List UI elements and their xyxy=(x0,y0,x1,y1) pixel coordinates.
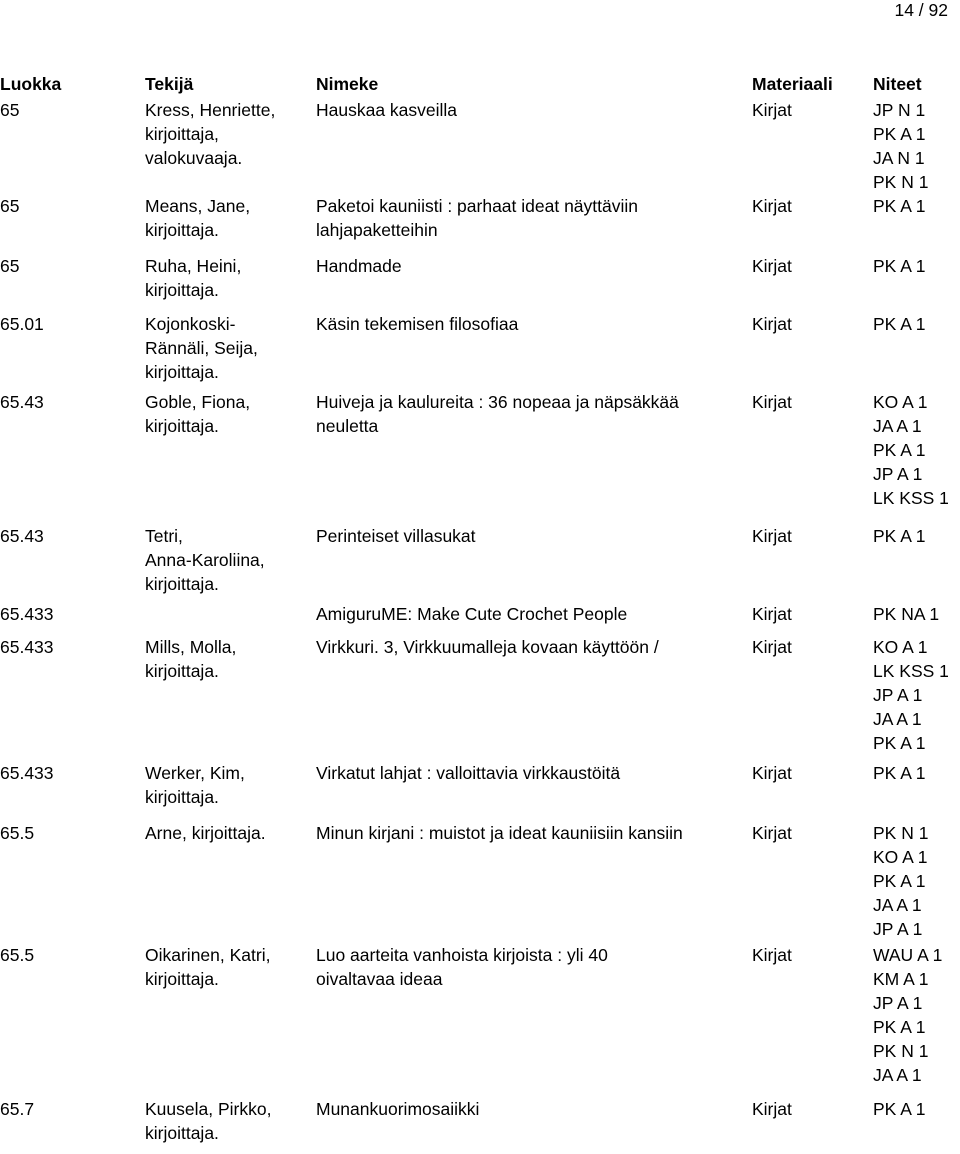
cell-niteet xyxy=(873,194,926,218)
cell-niteet xyxy=(873,943,942,1087)
cell-nimeke xyxy=(316,821,746,845)
cell-niteet xyxy=(873,254,926,278)
table-row xyxy=(0,943,960,1097)
table-row xyxy=(0,390,960,524)
cell-nimeke xyxy=(316,602,746,626)
cell-niteet xyxy=(873,98,928,194)
cell-tekija-line: Anna-Karoliina, xyxy=(145,550,265,570)
cell-materiaali: Kirjat xyxy=(752,392,792,412)
header-materiaali: Materiaali xyxy=(752,74,833,94)
cell-nimeke-line: AmiguruME: Make Cute Crochet People xyxy=(316,604,628,624)
table-body xyxy=(0,98,960,1145)
cell-niteet-line: PK A 1 xyxy=(873,256,926,276)
cell-nimeke-line: Käsin tekemisen filosofiaa xyxy=(316,314,519,334)
header-luokka: Luokka xyxy=(0,74,62,94)
cell-tekija-line: Kuusela, Pirkko, xyxy=(145,1099,272,1119)
cell-tekija xyxy=(145,524,305,596)
cell-tekija-line: kirjoittaja. xyxy=(145,787,219,807)
cell-luokka: 65 xyxy=(0,100,20,120)
cell-luokka: 65.433 xyxy=(0,604,54,624)
table-row xyxy=(0,635,960,761)
cell-niteet-line: PK A 1 xyxy=(873,196,926,216)
cell-nimeke xyxy=(316,524,746,548)
cell-nimeke xyxy=(316,98,746,122)
cell-tekija-line: Arne, kirjoittaja. xyxy=(145,823,266,843)
cell-nimeke-line: oivaltavaa ideaa xyxy=(316,969,443,989)
cell-nimeke xyxy=(316,194,746,242)
cell-niteet-line: JA A 1 xyxy=(873,1065,922,1085)
cell-tekija-line: kirjoittaja. xyxy=(145,280,219,300)
cell-tekija-line: valokuvaaja. xyxy=(145,148,243,168)
cell-niteet xyxy=(873,635,949,755)
cell-nimeke-line: neuletta xyxy=(316,416,379,436)
cell-tekija-line: Means, Jane, xyxy=(145,196,251,216)
cell-niteet-line: PK A 1 xyxy=(873,763,926,783)
table-row xyxy=(0,194,960,254)
cell-materiaali: Kirjat xyxy=(752,196,792,216)
cell-tekija xyxy=(145,254,305,302)
cell-tekija-line: Mills, Molla, xyxy=(145,637,237,657)
cell-tekija-line: Goble, Fiona, xyxy=(145,392,251,412)
cell-luokka: 65.43 xyxy=(0,526,44,546)
cell-niteet-line: PK A 1 xyxy=(873,871,926,891)
cell-tekija-line: kirjoittaja. xyxy=(145,1123,219,1143)
table-row xyxy=(0,602,960,635)
cell-luokka: 65.5 xyxy=(0,823,35,843)
cell-tekija xyxy=(145,635,305,683)
cell-niteet-line: KO A 1 xyxy=(873,392,928,412)
cell-nimeke-line: Paketoi kauniisti : parhaat ideat näyttäviin xyxy=(316,196,638,216)
cell-materiaali: Kirjat xyxy=(752,945,792,965)
cell-niteet-line: WAU A 1 xyxy=(873,945,943,965)
cell-tekija-line: kirjoittaja. xyxy=(145,661,219,681)
table-row xyxy=(0,312,960,390)
cell-nimeke-line: Luo aarteita vanhoista kirjoista : yli 40 xyxy=(316,945,608,965)
cell-materiaali: Kirjat xyxy=(752,100,792,120)
cell-niteet-line: JP N 1 xyxy=(873,100,926,120)
cell-nimeke xyxy=(316,312,746,336)
cell-materiaali: Kirjat xyxy=(752,604,792,624)
cell-tekija xyxy=(145,390,305,438)
cell-materiaali: Kirjat xyxy=(752,314,792,334)
cell-niteet-line: PK N 1 xyxy=(873,1041,929,1061)
cell-niteet-line: LK KSS 1 xyxy=(873,661,949,681)
table-row xyxy=(0,524,960,602)
cell-niteet-line: JP A 1 xyxy=(873,464,923,484)
cell-nimeke-line: Virkkuri. 3, Virkkuumalleja kovaan käyttöön / xyxy=(316,637,659,657)
cell-nimeke xyxy=(316,254,746,278)
table-row xyxy=(0,761,960,821)
page-number: 14 / 92 xyxy=(894,0,948,20)
cell-niteet-line: PK A 1 xyxy=(873,1017,926,1037)
header-nimeke: Nimeke xyxy=(316,74,379,94)
cell-luokka: 65.7 xyxy=(0,1099,35,1119)
cell-nimeke-line: Hauskaa kasveilla xyxy=(316,100,458,120)
cell-nimeke xyxy=(316,1097,746,1121)
cell-niteet-line: KO A 1 xyxy=(873,847,928,867)
cell-niteet-line: PK A 1 xyxy=(873,440,926,460)
cell-tekija-line: kirjoittaja. xyxy=(145,416,219,436)
cell-nimeke-line: Virkatut lahjat : valloittavia virkkaustöitä xyxy=(316,763,621,783)
cell-tekija xyxy=(145,312,305,384)
cell-tekija-line: Werker, Kim, xyxy=(145,763,245,783)
cell-luokka: 65 xyxy=(0,256,20,276)
cell-niteet-line: PK N 1 xyxy=(873,172,929,192)
cell-niteet-line: JP A 1 xyxy=(873,919,923,939)
cell-tekija xyxy=(145,194,305,242)
cell-nimeke-line: lahjapaketteihin xyxy=(316,220,438,240)
cell-niteet-line: JP A 1 xyxy=(873,685,923,705)
cell-materiaali: Kirjat xyxy=(752,256,792,276)
cell-tekija xyxy=(145,821,305,845)
cell-tekija-line: Ruha, Heini, xyxy=(145,256,242,276)
cell-nimeke xyxy=(316,390,746,438)
cell-niteet-line: JP A 1 xyxy=(873,993,923,1013)
cell-niteet-line: JA N 1 xyxy=(873,148,925,168)
cell-tekija xyxy=(145,943,305,991)
cell-tekija-line: kirjoittaja. xyxy=(145,969,219,989)
cell-nimeke xyxy=(316,635,746,659)
table-header xyxy=(0,72,960,98)
cell-tekija-line: kirjoittaja. xyxy=(145,362,219,382)
cell-niteet xyxy=(873,390,949,510)
cell-niteet-line: PK A 1 xyxy=(873,1099,926,1119)
cell-tekija-line: Kojonkoski- xyxy=(145,314,236,334)
table-row xyxy=(0,1097,960,1145)
cell-nimeke-line: Huiveja ja kaulureita : 36 nopeaa ja näpsäkkää xyxy=(316,392,679,412)
cell-niteet-line: PK A 1 xyxy=(873,124,926,144)
table-row xyxy=(0,98,960,194)
cell-niteet-line: KO A 1 xyxy=(873,637,928,657)
cell-tekija-line: Tetri, xyxy=(145,526,183,546)
cell-luokka: 65.43 xyxy=(0,392,44,412)
cell-niteet xyxy=(873,312,926,336)
cell-tekija-line: kirjoittaja. xyxy=(145,574,219,594)
cell-niteet xyxy=(873,821,928,941)
cell-luokka: 65.5 xyxy=(0,945,35,965)
cell-niteet xyxy=(873,761,926,785)
cell-nimeke xyxy=(316,761,746,785)
cell-tekija-line: Oikarinen, Katri, xyxy=(145,945,271,965)
header-niteet: Niteet xyxy=(873,74,922,94)
cell-tekija xyxy=(145,761,305,809)
cell-tekija-line: Rännäli, Seija, xyxy=(145,338,258,358)
cell-materiaali: Kirjat xyxy=(752,526,792,546)
cell-tekija-line: kirjoittaja. xyxy=(145,220,219,240)
cell-materiaali: Kirjat xyxy=(752,637,792,657)
cell-tekija xyxy=(145,1097,305,1145)
cell-nimeke xyxy=(316,943,746,991)
cell-niteet-line: PK A 1 xyxy=(873,314,926,334)
cell-niteet xyxy=(873,524,926,548)
header-tekija: Tekijä xyxy=(145,74,194,94)
cell-nimeke-line: Handmade xyxy=(316,256,402,276)
cell-niteet xyxy=(873,602,939,626)
cell-niteet-line: JA A 1 xyxy=(873,709,922,729)
cell-tekija-line: Kress, Henriette, xyxy=(145,100,276,120)
cell-niteet xyxy=(873,1097,926,1121)
cell-niteet-line: PK A 1 xyxy=(873,733,926,753)
cell-luokka: 65 xyxy=(0,196,20,216)
cell-niteet-line: PK NA 1 xyxy=(873,604,940,624)
cell-luokka: 65.433 xyxy=(0,763,54,783)
cell-materiaali: Kirjat xyxy=(752,823,792,843)
cell-niteet-line: KM A 1 xyxy=(873,969,929,989)
cell-nimeke-line: Minun kirjani : muistot ja ideat kauniisiin kansiin xyxy=(316,823,683,843)
cell-niteet-line: JA A 1 xyxy=(873,416,922,436)
table-row xyxy=(0,821,960,943)
cell-luokka: 65.01 xyxy=(0,314,44,334)
cell-materiaali: Kirjat xyxy=(752,1099,792,1119)
table-row xyxy=(0,254,960,312)
cell-nimeke-line: Munankuorimosaiikki xyxy=(316,1099,480,1119)
catalog-table xyxy=(0,72,960,1145)
cell-tekija-line: kirjoittaja, xyxy=(145,124,219,144)
cell-luokka: 65.433 xyxy=(0,637,54,657)
cell-niteet-line: PK N 1 xyxy=(873,823,929,843)
cell-niteet-line: LK KSS 1 xyxy=(873,488,949,508)
cell-niteet-line: JA A 1 xyxy=(873,895,922,915)
cell-tekija xyxy=(145,98,305,170)
cell-nimeke-line: Perinteiset villasukat xyxy=(316,526,476,546)
cell-niteet-line: PK A 1 xyxy=(873,526,926,546)
cell-materiaali: Kirjat xyxy=(752,763,792,783)
